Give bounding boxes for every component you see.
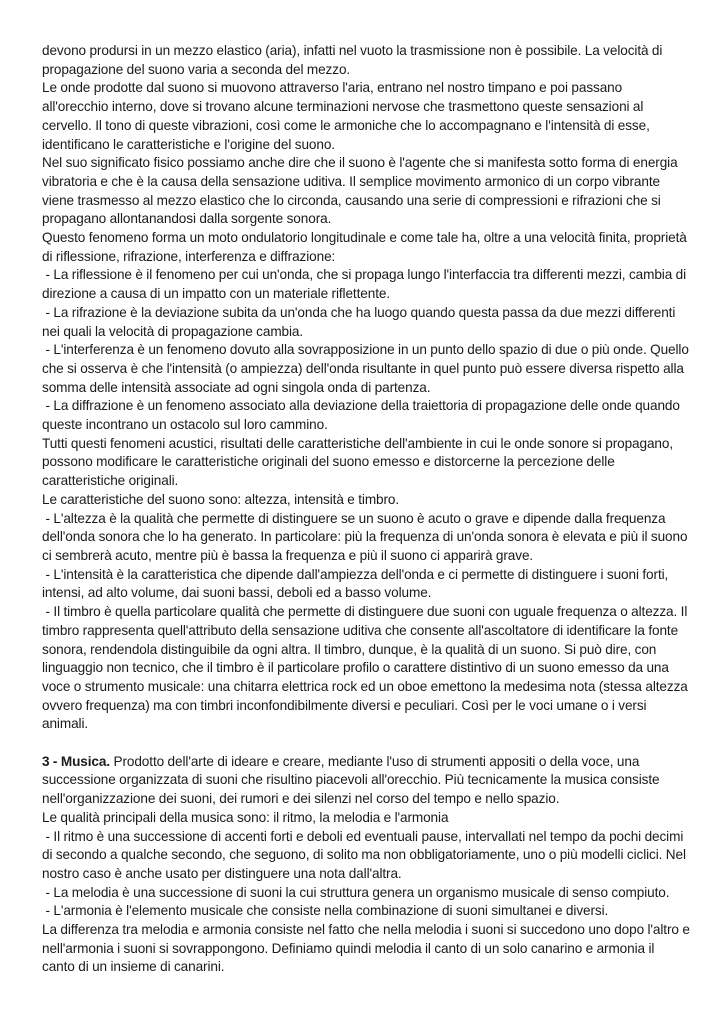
paragraph: - La melodia è una successione di suoni la cui struttura genera un organismo musicale di senso compiuto. [42, 884, 670, 900]
document-body [42, 42, 694, 977]
paragraph: devono prodursi in un mezzo elastico (aria), infatti nel vuoto la trasmissione non è possibile. La velocità di propagazione del suono varia a seconda del mezzo. [42, 43, 666, 77]
paragraph: - La diffrazione è un fenomeno associato alla deviazione della traiettoria di propagazione delle onde quando queste incontrano un ostacolo sul loro cammino. [42, 398, 684, 433]
paragraph-spacer [42, 734, 690, 753]
paragraph: 3 - Musica. Prodotto dell'arte di ideare e creare, mediante l'uso di strumenti appositi o della voce, una successione organizzata di suoni che risultino piacevoli all'orecchio. Più tecnicamente la musica consiste nell'organizzazione dei suoni, dei rumori e dei silenzi nel corso del tempo e nello spazio. [42, 753, 663, 807]
paragraph: Le caratteristiche del suono sono: altezza, intensità e timbro. [42, 491, 400, 507]
paragraph-bold-lead: 3 - Musica. [42, 753, 111, 769]
paragraph: - L'interferenza è un fenomeno dovuto alla sovrapposizione in un punto dello spazio di due o più onde. Quello che si osserva è che l'intensità (o ampiezza) dell'onda risultante in quel punto può essere diversa rispetto alla somma delle intensità associate ad ogni singola onda di partenza. [42, 342, 693, 395]
paragraph: Le onde prodotte dal suono si muovono attraverso l'aria, entrano nel nostro timpano e poi passano all'orecchio interno, dove si trovano alcune terminazioni nervose che trasmettono queste sensazioni al cervello. Il tono di queste vibrazioni, così come le armoniche che lo accompagnano e l'intensità di esse, identificano le caratteristiche e l'origine del suono. [42, 80, 654, 152]
paragraph: Tutti questi fenomeni acustici, risultati delle caratteristiche dell'ambiente in cui le onde sonore si propagano, possono modificare le caratteristiche originali del suono emesso e distorcerne la percezione delle caratteristiche originali. [42, 435, 677, 489]
paragraph: - Il timbro è quella particolare qualità che permette di distinguere due suoni con uguale frequenza o altezza. Il timbro rappresenta quell'attributo della sensazione uditiva che consente all'ascoltatore di identificare la fonte sonora, rendendola distinguibile da ogni altra. Il timbro, dunque, è la qualità di un suono. Si può dire, con linguaggio non tecnico, che il timbro è il particolare profilo o carattere distintivo di un suono emesso da una voce o strumento musicale: una chitarra elettrica rock ed un oboe emettono la medesima nota (stessa altezza ovvero frequenza) ma con timbri inconfondibilmente diversi e peculiari. Così per le voci umane o i versi animali. [42, 604, 692, 732]
paragraph: Nel suo significato fisico possiamo anche dire che il suono è l'agente che si manifesta sotto forma di energia vibratoria e che è la causa della sensazione uditiva. Il semplice movimento armonico di un corpo vibrante viene trasmesso al mezzo elastico che lo circonda, causando una serie di compressioni e rifrazioni che si propagano allontanandosi dalla sorgente sonora. [42, 155, 682, 227]
paragraph: Questo fenomeno forma un moto ondulatorio longitudinale e come tale ha, oltre a una velocità finita, proprietà di riflessione, rifrazione, interferenza e diffrazione: [42, 230, 691, 264]
paragraph: Le qualità principali della musica sono: il ritmo, la melodia e l'armonia [42, 809, 449, 825]
paragraph: - La rifrazione è la deviazione subita da un'onda che ha luogo quando questa passa da due mezzi differenti nei quali la velocità di propagazione cambia. [42, 304, 679, 339]
paragraph: La differenza tra melodia e armonia consiste nel fatto che nella melodia i suoni si succedono uno dopo l'altro e nell'armonia i suoni si sovrappongono. Definiamo quindi melodia il canto di un solo canarino e armonia il canto di un insieme di canarini. [42, 922, 694, 975]
paragraph: - L'intensità è la caratteristica che dipende dall'ampiezza dell'onda e ci permette di distinguere i suoni forti, intensi, ad alto volume, dai suoni bassi, deboli ed a basso volume. [42, 566, 672, 601]
paragraph: - L'armonia è l'elemento musicale che consiste nella combinazione di suoni simultanei e diversi. [42, 903, 609, 919]
paragraph: - L'altezza è la qualità che permette di distinguere se un suono è acuto o grave e dipende dalla frequenza dell'onda sonora che lo ha generato. In particolare: più la frequenza di un'onda sonora è elevata e più il suono ci sembrerà acuto, mentre più è bassa la frequenza e più il suono ci apparirà grave. [42, 510, 691, 563]
paragraph: - La riflessione è il fenomeno per cui un'onda, che si propaga lungo l'interfaccia tra differenti mezzi, cambia di direzione a causa di un impatto con un materiale riflettente. [42, 267, 690, 302]
paragraph: - Il ritmo è una successione di accenti forti e deboli ed eventuali pause, intervallati nel tempo da pochi decimi di secondo a qualche secondo, che seguono, di solito ma non obbligatoriamente, uno o più modelli ciclici. Nel nostro caso è anche usato per distinguere una nota dall'altra. [42, 828, 690, 881]
